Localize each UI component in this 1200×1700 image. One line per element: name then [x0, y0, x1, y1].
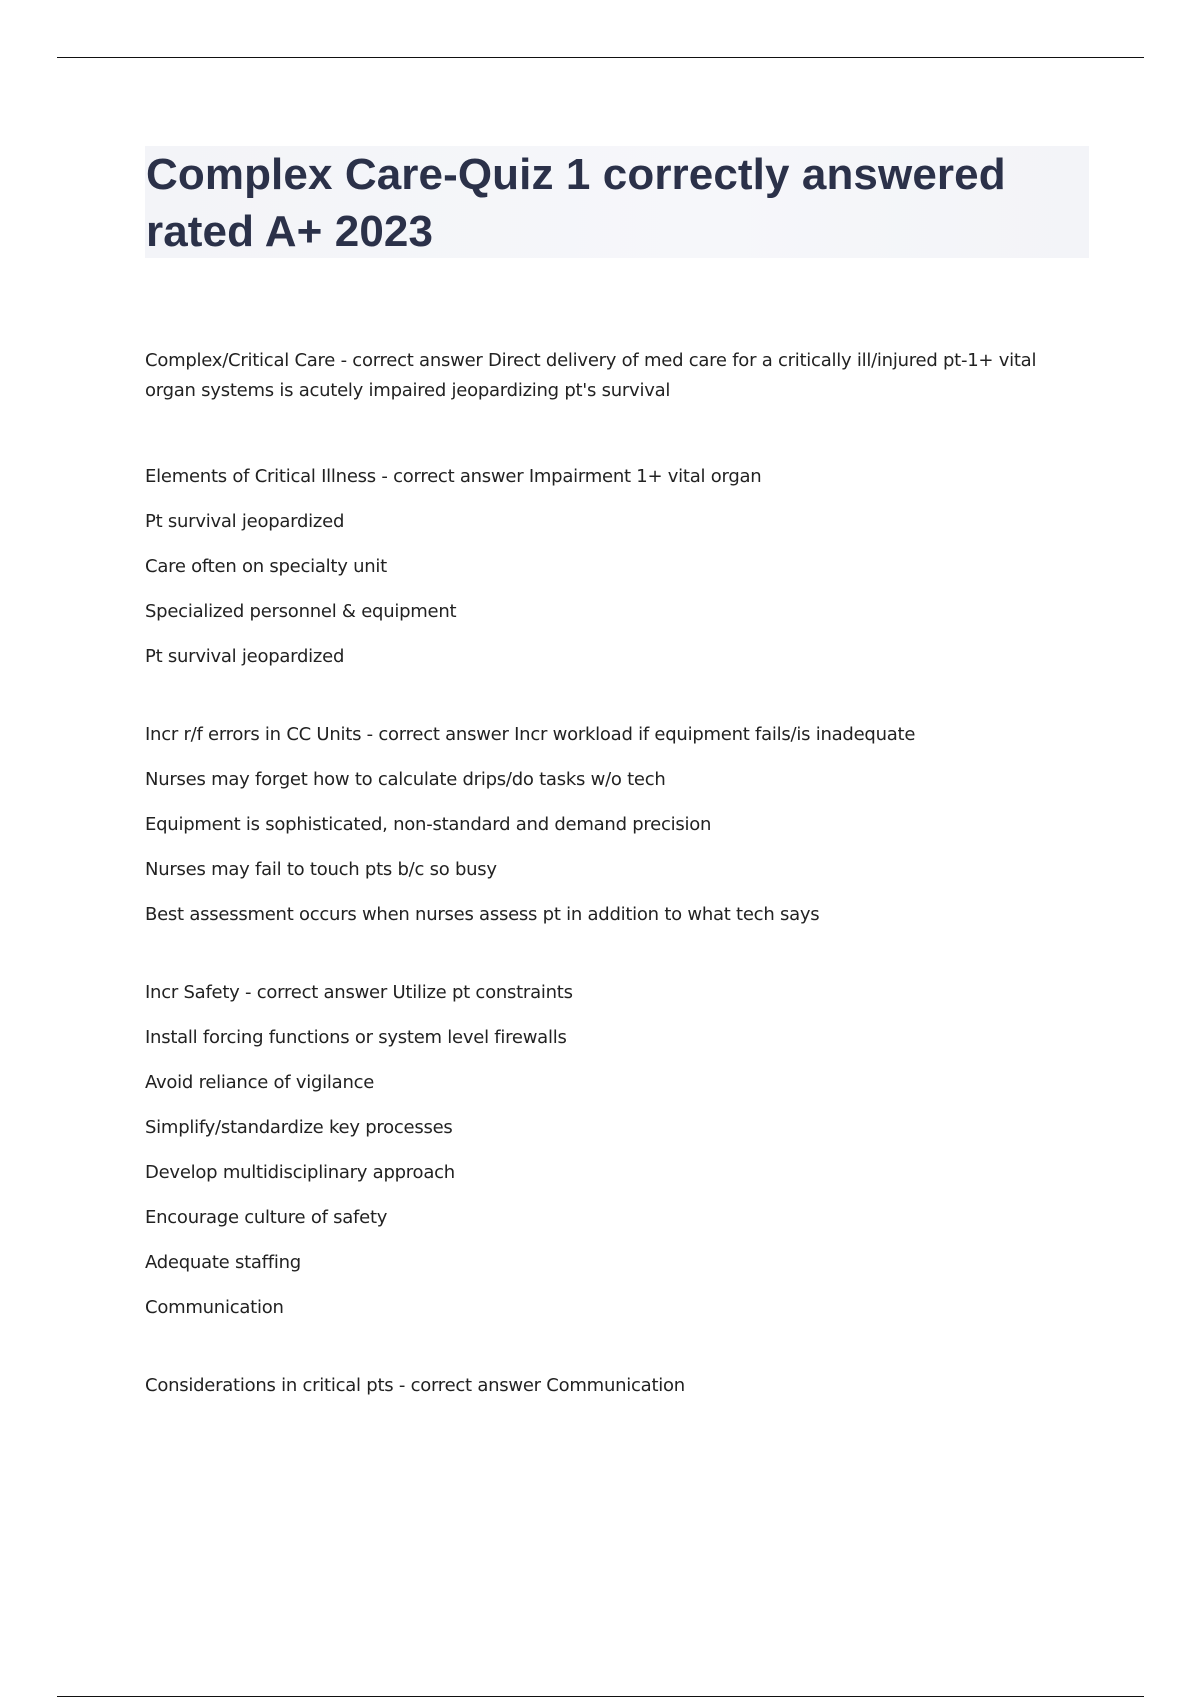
qa-entry [145, 1371, 1085, 1401]
qa-term: Elements of Critical Illness - correct answer Impairment 1+ vital organ [145, 466, 762, 487]
answer-line: Avoid reliance of vigilance [145, 1072, 375, 1093]
answer-line: Communication [145, 1297, 284, 1318]
document-title: Complex Care-Quiz 1 correctly answered rated A+ 2023 [146, 150, 1006, 256]
answer-line: Develop multidisciplinary approach [145, 1162, 455, 1183]
qa-term: Incr Safety - correct answer Utilize pt constraints [145, 982, 573, 1003]
answer-line: Best assessment occurs when nurses assess pt in addition to what tech says [145, 904, 820, 925]
qa-entry [145, 978, 1085, 1323]
top-rule [57, 57, 1144, 58]
document-body [145, 346, 1085, 1449]
answer-line: Install forcing functions or system level firewalls [145, 1027, 567, 1048]
qa-entry [145, 346, 1085, 406]
bottom-rule [57, 1696, 1144, 1697]
answer-line: Specialized personnel & equipment [145, 601, 457, 622]
answer-line: Equipment is sophisticated, non-standard and demand precision [145, 814, 712, 835]
answer-line: Care often on specialty unit [145, 556, 387, 577]
answer-line: Nurses may forget how to calculate drips/do tasks w/o tech [145, 769, 666, 790]
answer-line: Nurses may fail to touch pts b/c so busy [145, 859, 497, 880]
qa-term: Complex/Critical Care - correct answer Direct delivery of med care for a critically ill/injured pt-1+ vital organ systems is acutely impaired jeopardizing pt's survival [145, 350, 1037, 401]
answer-line: Adequate staffing [145, 1252, 301, 1273]
answer-line: Encourage culture of safety [145, 1207, 388, 1228]
qa-entry [145, 462, 1085, 672]
title-block [145, 146, 1089, 258]
answer-line: Pt survival jeopardized [145, 511, 345, 532]
qa-term: Considerations in critical pts - correct answer Communication [145, 1375, 685, 1396]
qa-term: Incr r/f errors in CC Units - correct answer Incr workload if equipment fails/is inadequate [145, 724, 916, 745]
answer-line: Simplify/standardize key processes [145, 1117, 453, 1138]
answer-line: Pt survival jeopardized [145, 646, 345, 667]
qa-entry [145, 720, 1085, 930]
